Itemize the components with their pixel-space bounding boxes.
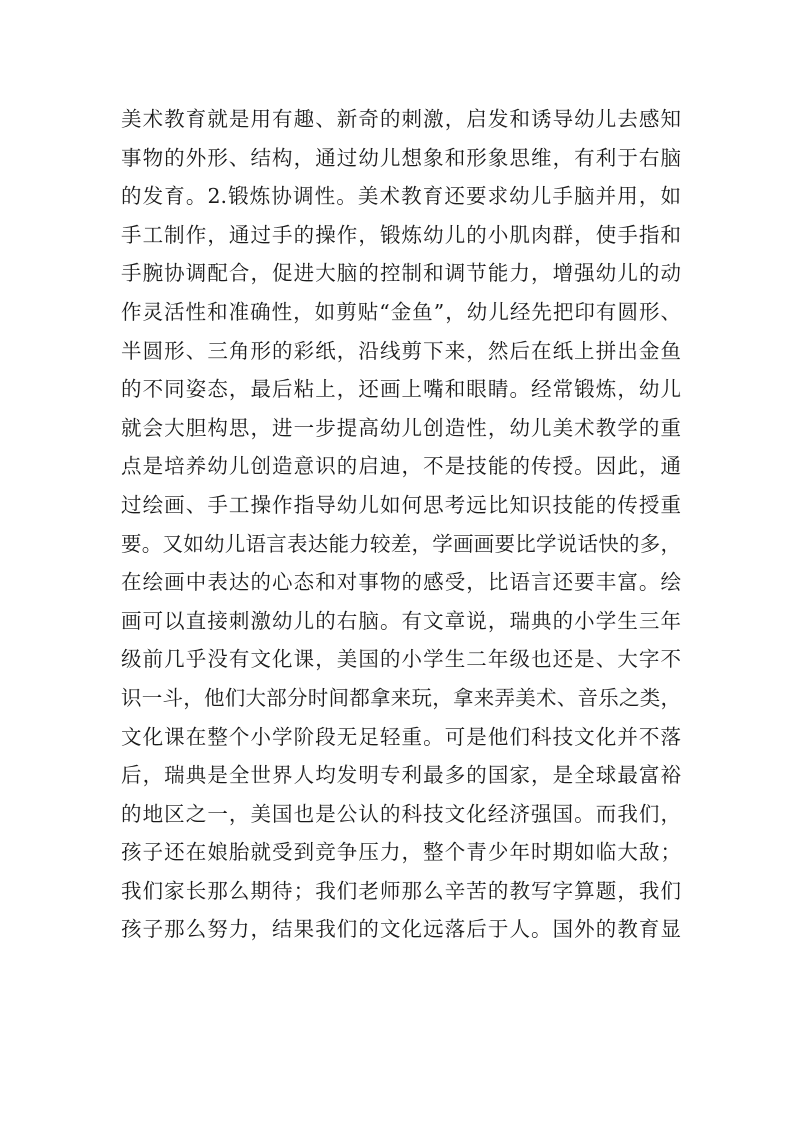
text-line: 点是培养幼儿创造意识的启迪，不是技能的传授。因此，通 (121, 454, 681, 479)
text-line: 后，瑞典是全世界人均发明专利最多的国家，是全球最富裕 (121, 763, 681, 788)
text-line: 孩子还在娘胎就受到竞争压力，整个青少年时期如临大敌； (121, 840, 681, 865)
text-line: 画可以直接刺激幼儿的右脑。有文章说，瑞典的小学生三年 (121, 608, 681, 633)
text-line: 手腕协调配合，促进大脑的控制和调节能力，增强幼儿的动 (121, 261, 681, 286)
text-line: 级前几乎没有文化课，美国的小学生二年级也还是、大字不 (121, 647, 681, 672)
text-line: 事物的外形、结构，通过幼儿想象和形象思维，有利于右脑 (121, 145, 681, 170)
text-line: 识一斗，他们大部分时间都拿来玩，拿来弄美术、音乐之类， (121, 685, 681, 710)
text-line: 作灵活性和准确性，如剪贴“金鱼”，幼儿经先把印有圆形、 (121, 299, 681, 324)
text-line: 美术教育就是用有趣、新奇的刺激，启发和诱导幼儿去感知 (121, 107, 681, 131)
text-line: 手工制作，通过手的操作，锻炼幼儿的小肌肉群，使手指和 (121, 222, 681, 247)
text-line: 过绘画、手工操作指导幼儿如何思考远比知识技能的传授重 (121, 492, 681, 517)
text-line: 的地区之一，美国也是公认的科技文化经济强国。而我们， (121, 801, 681, 826)
text-line: 要。又如幼儿语言表达能力较差，学画画要比学说话快的多， (121, 531, 681, 556)
text-line: 的不同姿态，最后粘上，还画上嘴和眼睛。经常锻炼，幼儿 (121, 377, 681, 402)
text-line: 半圆形、三角形的彩纸，沿线剪下来，然后在纸上拼出金鱼 (121, 338, 681, 363)
text-line: 就会大胆构思，进一步提高幼儿创造性，幼儿美术教学的重 (121, 415, 681, 440)
text-line: 文化课在整个小学阶段无足轻重。可是他们科技文化并不落 (121, 724, 681, 749)
body-text (121, 100, 681, 949)
text-line: 在绘画中表达的心态和对事物的感受，比语言还要丰富。绘 (121, 570, 681, 595)
text-line: 我们家长那么期待；我们老师那么辛苦的教写字算题，我们 (121, 878, 681, 903)
text-line: 孩子那么努力，结果我们的文化远落后于人。国外的教育显 (121, 917, 681, 942)
text-line: 的发育。2.锻炼协调性。美术教育还要求幼儿手脑并用，如 (121, 184, 681, 209)
